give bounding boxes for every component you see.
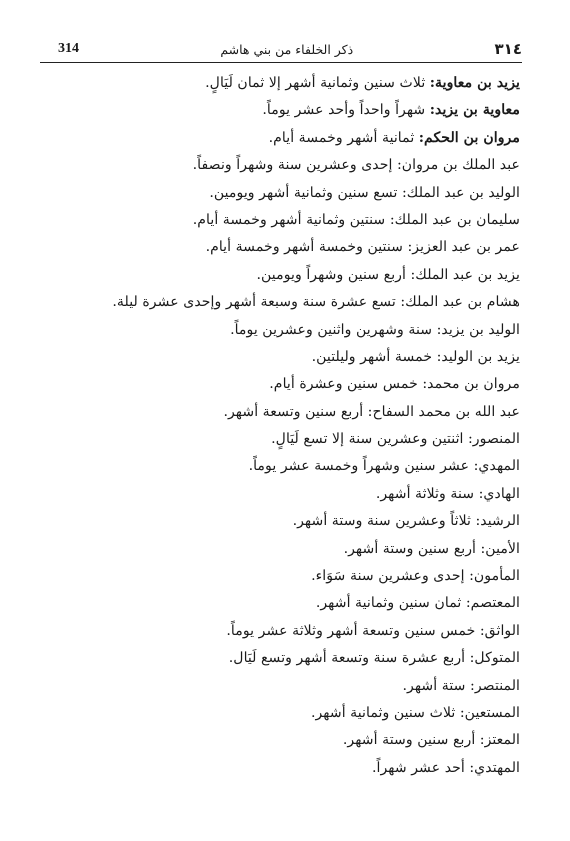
reign-duration: خمس سنين وتسعة أشهر وثلاثة عشر يوماً. <box>226 622 480 639</box>
caliph-name: عمر بن عبد العزيز: <box>407 239 520 256</box>
caliph-name: المهتدي: <box>469 759 520 776</box>
reign-line <box>40 426 520 453</box>
reign-line <box>40 481 520 508</box>
caliph-name: المأمون: <box>469 568 520 585</box>
caliph-name: الرشيد: <box>475 513 520 530</box>
page-header <box>58 38 522 60</box>
reign-line <box>40 125 520 152</box>
reign-line <box>40 700 520 727</box>
reign-duration: تسع سنين وثمانية أشهر ويومين. <box>209 184 402 201</box>
reign-line <box>40 399 520 426</box>
reign-line <box>40 755 520 782</box>
reign-line <box>40 207 520 234</box>
reign-duration: أربع سنين وتسعة أشهر. <box>223 403 368 420</box>
reign-duration: خمس سنين وعشرة أيام. <box>269 376 423 393</box>
reign-duration: إحدى وعشرين سنة وشهراً ونصفاً. <box>192 157 397 174</box>
reign-duration: عشر سنين وشهراً وخمسة عشر يوماً. <box>248 458 474 475</box>
reign-duration: أربع سنين وستة أشهر. <box>343 540 481 557</box>
caliph-name: يزيد بن الوليد: <box>436 348 520 365</box>
reign-line <box>40 289 520 316</box>
reign-duration: سنة وثلاثة أشهر. <box>375 485 479 502</box>
reign-duration: ثمان سنين وثمانية أشهر. <box>315 595 466 612</box>
reign-duration: ثلاثاً وعشرين سنة وستة أشهر. <box>292 513 476 530</box>
caliph-name: الوليد بن عبد الملك: <box>401 184 520 201</box>
reign-line <box>40 371 520 398</box>
reign-line <box>40 508 520 535</box>
reign-duration: إحدى وعشرين سنة سَوَاء. <box>311 568 470 585</box>
reign-line <box>40 618 520 645</box>
reign-line <box>40 317 520 344</box>
reign-line <box>40 727 520 754</box>
reign-duration: ثلاث سنين وثمانية أشهر. <box>310 704 460 721</box>
reign-duration: ثمانية أشهر وخمسة أيام. <box>268 129 419 146</box>
caliph-reign-list <box>40 70 520 782</box>
reign-duration: سنة وشهرين واثنين وعشرين يوماً. <box>230 321 437 338</box>
reign-duration: أربع عشرة سنة وتسعة أشهر وتسع لَيَال. <box>228 650 470 667</box>
caliph-name: مروان بن الحكم: <box>418 129 520 146</box>
caliph-name: المستعين: <box>459 704 520 721</box>
caliph-name: عبد الله بن محمد السفاح: <box>367 403 520 420</box>
reign-line <box>40 262 520 289</box>
reign-duration: تسع عشرة سنة وسبعة أشهر وإحدى عشرة ليلة. <box>112 294 401 311</box>
caliph-name: المتوكل: <box>469 650 520 667</box>
caliph-name: الأمين: <box>480 540 520 557</box>
reign-duration: ثلاث سنين وثمانية أشهر إلا ثمان لَيَالٍ. <box>205 75 430 91</box>
caliph-name: عبد الملك بن مروان: <box>396 157 520 174</box>
reign-line <box>40 234 520 261</box>
caliph-name: هشام بن عبد الملك: <box>400 294 520 311</box>
reign-duration: سنتين وثمانية أشهر وخمسة أيام. <box>192 211 390 228</box>
reign-line <box>40 563 520 590</box>
reign-duration: ستة أشهر. <box>402 677 471 694</box>
reign-line <box>40 97 520 124</box>
running-title: ذكر الخلفاء من بني هاشم <box>220 41 354 57</box>
page-number-arabic: ٣١٤ <box>494 40 522 58</box>
reign-line <box>40 70 520 97</box>
reign-duration: سنتين وخمسة أشهر وخمسة أيام. <box>205 239 408 256</box>
caliph-name: المعتز: <box>479 732 520 749</box>
header-rule <box>40 62 522 63</box>
caliph-name: الوليد بن يزيد: <box>436 321 520 338</box>
reign-line <box>40 673 520 700</box>
reign-line <box>40 590 520 617</box>
reign-line <box>40 152 520 179</box>
reign-line <box>40 180 520 207</box>
caliph-name: المهدي: <box>473 458 520 475</box>
caliph-name: معاوية بن يزيد: <box>429 102 520 119</box>
reign-duration: أحد عشر شهراً. <box>372 759 470 776</box>
page-number-latin: 314 <box>58 41 79 56</box>
reign-duration: أربع سنين وستة أشهر. <box>342 732 480 749</box>
caliph-name: المعتصم: <box>465 595 520 612</box>
caliph-name: يزيد بن معاوية: <box>429 75 520 91</box>
reign-duration: خمسة أشهر وليلتين. <box>311 348 437 365</box>
reign-line <box>40 453 520 480</box>
reign-duration: اثنتين وعشرين سنة إلا تسع لَيَالٍ. <box>271 431 468 448</box>
reign-line <box>40 344 520 371</box>
caliph-name: الهادي: <box>478 485 520 502</box>
reign-duration: شهراً واحداً وأحد عشر يوماً. <box>262 102 430 119</box>
caliph-name: المنصور: <box>467 431 520 448</box>
caliph-name: يزيد بن عبد الملك: <box>410 266 520 283</box>
caliph-name: الواثق: <box>479 622 520 639</box>
caliph-name: سليمان بن عبد الملك: <box>389 211 520 228</box>
reign-line <box>40 536 520 563</box>
caliph-name: مروان بن محمد: <box>422 376 520 393</box>
caliph-name: المنتصر: <box>470 677 520 694</box>
reign-line <box>40 645 520 672</box>
reign-duration: أربع سنين وشهراً ويومين. <box>256 266 411 283</box>
